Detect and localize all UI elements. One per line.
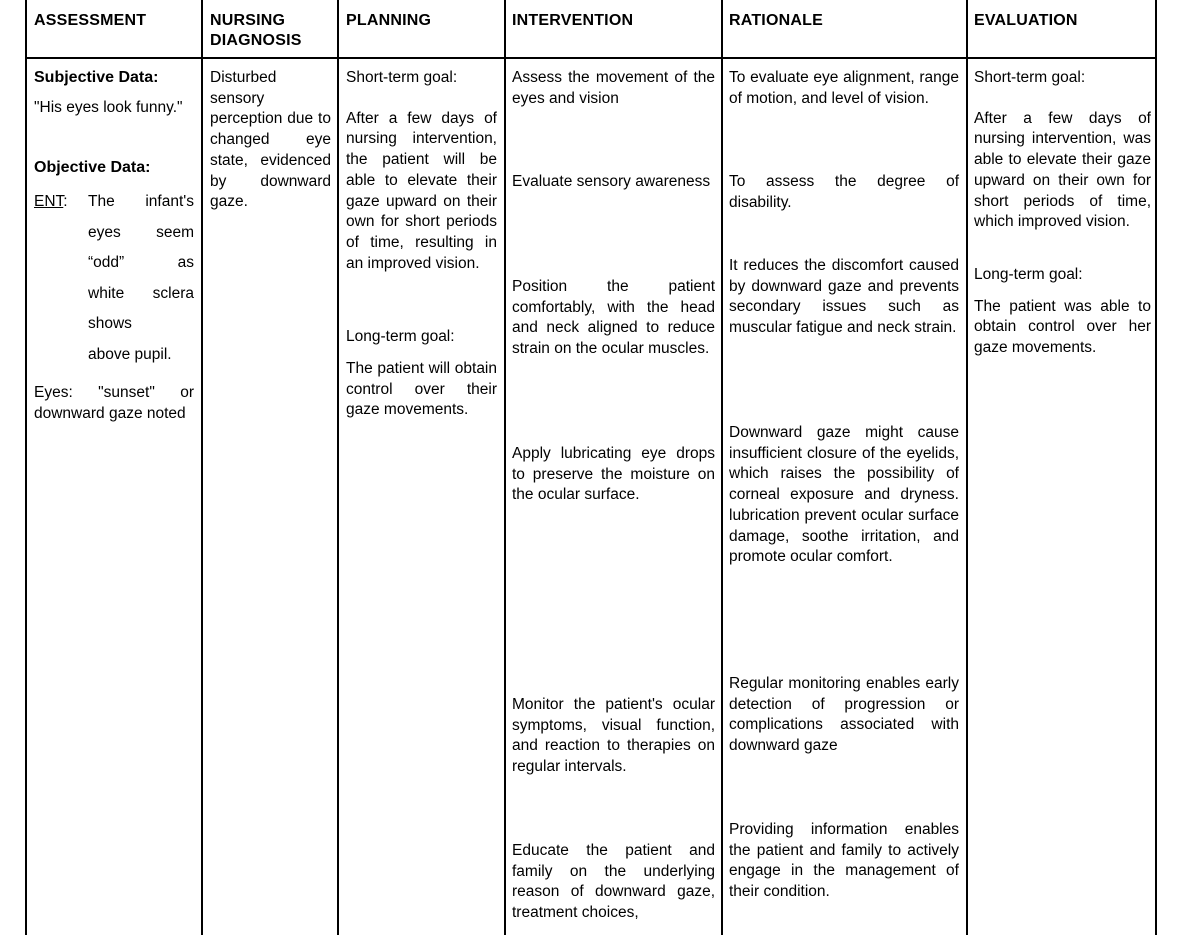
planning-short-term-text: After a few days of nursing intervention, the patient will be able to elevate their gaze upward on their own for short periods of time, resulting in an improved vision.	[346, 109, 497, 272]
intervention-5: Monitor the patient's ocular symptoms, visual function, and reaction to therapies on regular intervals.	[512, 696, 715, 776]
intervention-4: Apply lubricating eye drops to preserve the moisture on the ocular surface.	[512, 445, 715, 504]
rationale-3: It reduces the discomfort caused by downward gaze and prevents secondary issues such as muscular fatigue and neck strain.	[729, 257, 959, 337]
column-divider	[966, 0, 968, 935]
assessment-cell	[34, 68, 194, 425]
ent-line: shows	[88, 315, 132, 333]
evaluation-short-term-text: After a few days of nursing intervention, was able to elevate their gaze upward on their own for short periods of time, which improved vision.	[974, 109, 1151, 231]
rationale-5: Regular monitoring enables early detection of progression or complications associated with downward gaze	[729, 675, 959, 755]
planning-cell	[346, 68, 497, 421]
intervention-6: Educate the patient and family on the underlying reason of downward gaze, treatment choices,	[512, 842, 715, 922]
ent-text	[88, 187, 194, 370]
rationale-1: To evaluate eye alignment, range of motion, and level of vision.	[729, 69, 959, 107]
evaluation-cell	[974, 68, 1151, 359]
intervention-1: Assess the movement of the eyes and vision	[512, 69, 715, 107]
ent-finding	[34, 187, 194, 370]
evaluation-short-term-label: Short-term goal:	[974, 69, 1086, 86]
ent-line: The infant's	[88, 193, 194, 211]
header-evaluation: EVALUATION	[974, 12, 1078, 29]
evaluation-long-term-label: Long-term goal:	[974, 265, 1083, 283]
column-divider	[721, 0, 723, 935]
subjective-text: "His eyes look funny."	[34, 98, 183, 116]
care-plan-table	[25, 0, 1157, 935]
header-nursing-diagnosis: NURSING DIAGNOSIS	[210, 12, 302, 49]
planning-long-term-text: The patient will obtain control over their gaze movements.	[346, 360, 497, 419]
objective-heading: Objective Data:	[34, 159, 151, 177]
ent-line: above pupil.	[88, 345, 172, 363]
planning-short-term-label: Short-term goal:	[346, 69, 458, 86]
header-intervention: INTERVENTION	[512, 12, 634, 29]
evaluation-long-term-text: The patient was able to obtain control over her gaze movements.	[974, 297, 1151, 357]
header-rationale: RATIONALE	[729, 12, 823, 29]
rationale-2: To assess the degree of disability.	[729, 173, 959, 211]
eyes-finding: Eyes: "sunset" or downward gaze noted	[34, 384, 194, 422]
planning-long-term-label: Long-term goal:	[346, 328, 455, 346]
ent-line: white sclera	[88, 284, 194, 302]
subjective-heading: Subjective Data:	[34, 69, 159, 86]
header-planning: PLANNING	[346, 12, 432, 29]
column-divider	[337, 0, 339, 935]
ent-label: ENT	[34, 193, 64, 211]
intervention-3: Position the patient comfortably, with the head and neck aligned to reduce strain on the ocular muscles.	[512, 278, 715, 358]
column-divider	[201, 0, 203, 935]
column-divider	[504, 0, 506, 935]
rationale-6: Providing information enables the patient and family to actively engage in the management of their condition.	[729, 821, 959, 901]
ent-colon: :	[63, 193, 68, 211]
nursing-diagnosis-text: Disturbed sensory perception due to changed eye state, evidenced by downward gaze.	[210, 69, 331, 211]
header-assessment: ASSESSMENT	[34, 12, 147, 29]
intervention-2: Evaluate sensory awareness	[512, 173, 711, 190]
ent-line: “odd” as	[88, 254, 194, 272]
rationale-4: Downward gaze might cause insufficient closure of the eyelids, which raises the possibility of corneal exposure and dryness. lubrication prevent ocular surface damage, soothe irritation, and promote ocular comfort.	[729, 424, 959, 566]
ent-line: eyes seem	[88, 223, 194, 241]
header-divider	[27, 57, 1155, 59]
